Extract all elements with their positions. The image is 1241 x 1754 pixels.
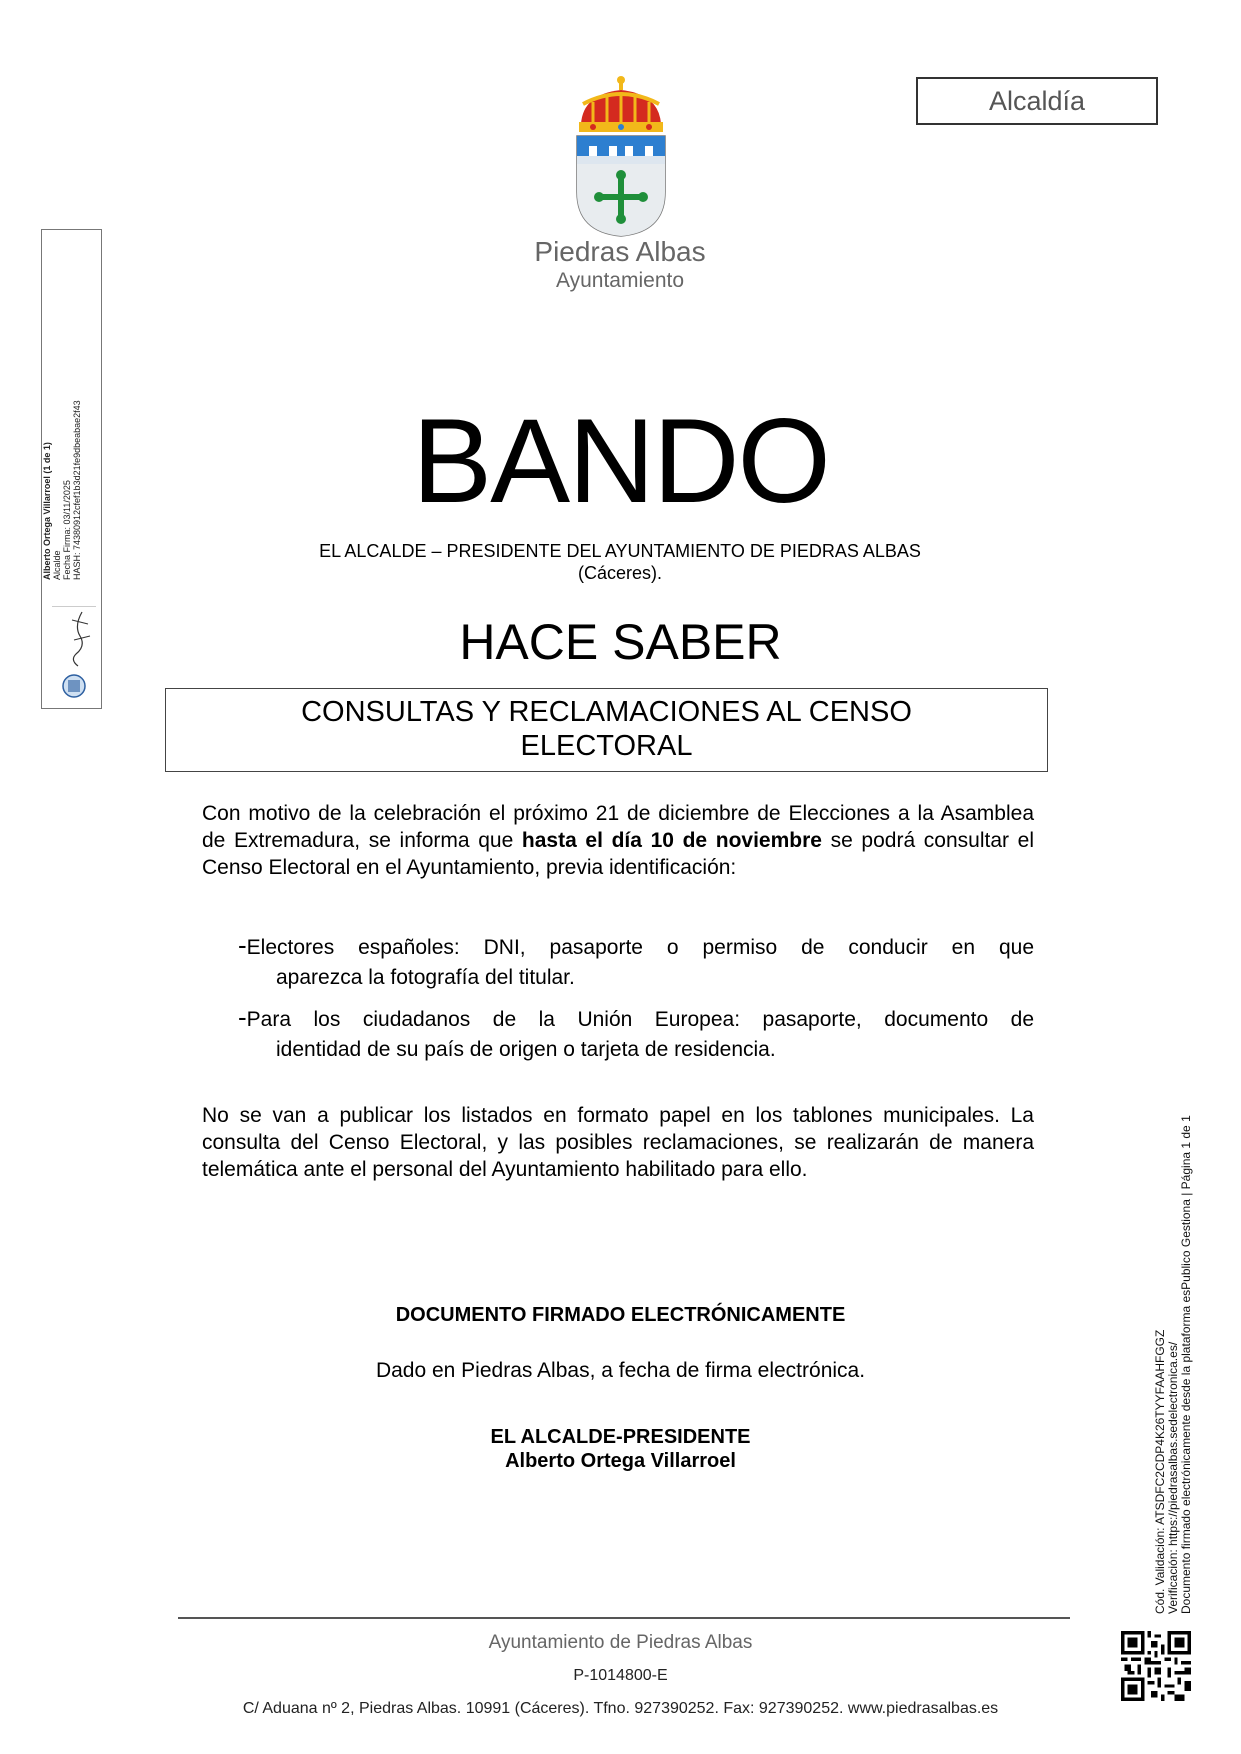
footer-org: Ayuntamiento de Piedras Albas (488, 1632, 753, 1653)
signature-hash: HASH: 74380912cfef1b3d21fe9dbeabae2f43 (72, 400, 82, 580)
bullet1-line1: Electores españoles: DNI, pasaporte o permiso de conducir en que (246, 936, 1034, 959)
subject-line2: ELECTORAL (520, 730, 693, 762)
bullet2-line1: Para los ciudadanos de la Unión Europea: pasaporte, documento de (246, 1008, 1034, 1031)
signature-role: Alcalde (52, 550, 62, 580)
bullet2-line2: identidad de su país de origen o tarjeta de residencia. (276, 1038, 776, 1061)
intro-paragraph (202, 800, 1034, 881)
intro-text-part2: se podrá consultar el Censo Electoral en el Ayuntamiento, previa identificación: (202, 829, 1034, 879)
verification-info (1154, 1094, 1193, 1614)
town-subtitle: Ayuntamiento (555, 269, 685, 292)
issuer-heading-line2: (Cáceres). (577, 563, 662, 583)
signer-title: EL ALCALDE-PRESIDENTE (490, 1426, 751, 1448)
validation-code: Cód. Validación: ATSDFC2CDP4K26TYYFAAHFGGZ (1153, 1329, 1167, 1614)
footer-code: P-1014800-E (573, 1667, 668, 1684)
subject-line1: CONSULTAS Y RECLAMACIONES AL CENSO (301, 696, 912, 728)
signer-name: Alberto Ortega Villarroel (505, 1450, 736, 1472)
procedure-paragraph: No se van a publicar los listados en formato papel en los tablones municipales. La consulta del Censo Electoral, y las posibles reclamaciones, se realizarán de manera telemática ante el personal del Ayuntamiento habilitado para ello. (202, 1104, 1034, 1181)
footer-divider (178, 1617, 1070, 1619)
bullet-dash: - (238, 930, 247, 960)
signature-date: Fecha Firma: 03/11/2025 (62, 480, 72, 580)
platform-note: Documento firmado electrónicamente desde la plataforma esPublico Gestiona | Página 1 de 1 (1179, 1115, 1193, 1614)
list-item (238, 930, 1034, 993)
issuer-heading (250, 540, 990, 584)
bullet1-line2: aparezca la fotografía del titular. (276, 966, 575, 989)
document-title: BANDO (412, 394, 829, 528)
department-label: Alcaldía (988, 85, 1086, 116)
given-at-text: Dado en Piedras Albas, a fecha de firma electrónica. (375, 1359, 866, 1382)
issuer-heading-line1: EL ALCALDE – PRESIDENTE DEL AYUNTAMIENTO DE PIEDRAS ALBAS (319, 541, 921, 561)
announcement-heading: HACE SABER (459, 614, 782, 670)
footer-address: C/ Aduana nº 2, Piedras Albas. 10991 (Cáceres). Tfno. 927390252. Fax: 927390252. www.piedrasalbas.es (242, 1700, 999, 1717)
signature-signer: Alberto Ortega Villarroel (1 de 1) (42, 442, 52, 580)
bullet-dash: - (238, 1002, 247, 1032)
signed-notice: DOCUMENTO FIRMADO ELECTRÓNICAMENTE (395, 1304, 846, 1326)
coat-of-arms-logo (573, 74, 669, 238)
subject-box (165, 688, 1048, 772)
department-box (916, 77, 1158, 125)
list-item (238, 1002, 1034, 1065)
town-name: Piedras Albas (534, 236, 706, 267)
deadline-text: hasta el día 10 de noviembre (521, 829, 822, 852)
verification-url: Verificación: https://piedrasalbas.sedelectronica.es/ (1166, 1341, 1180, 1614)
intro-text-part1: Con motivo de la celebración el próximo 21 de diciembre de Elecciones a la Asamblea de Extremadura, se informa que (202, 802, 1034, 852)
